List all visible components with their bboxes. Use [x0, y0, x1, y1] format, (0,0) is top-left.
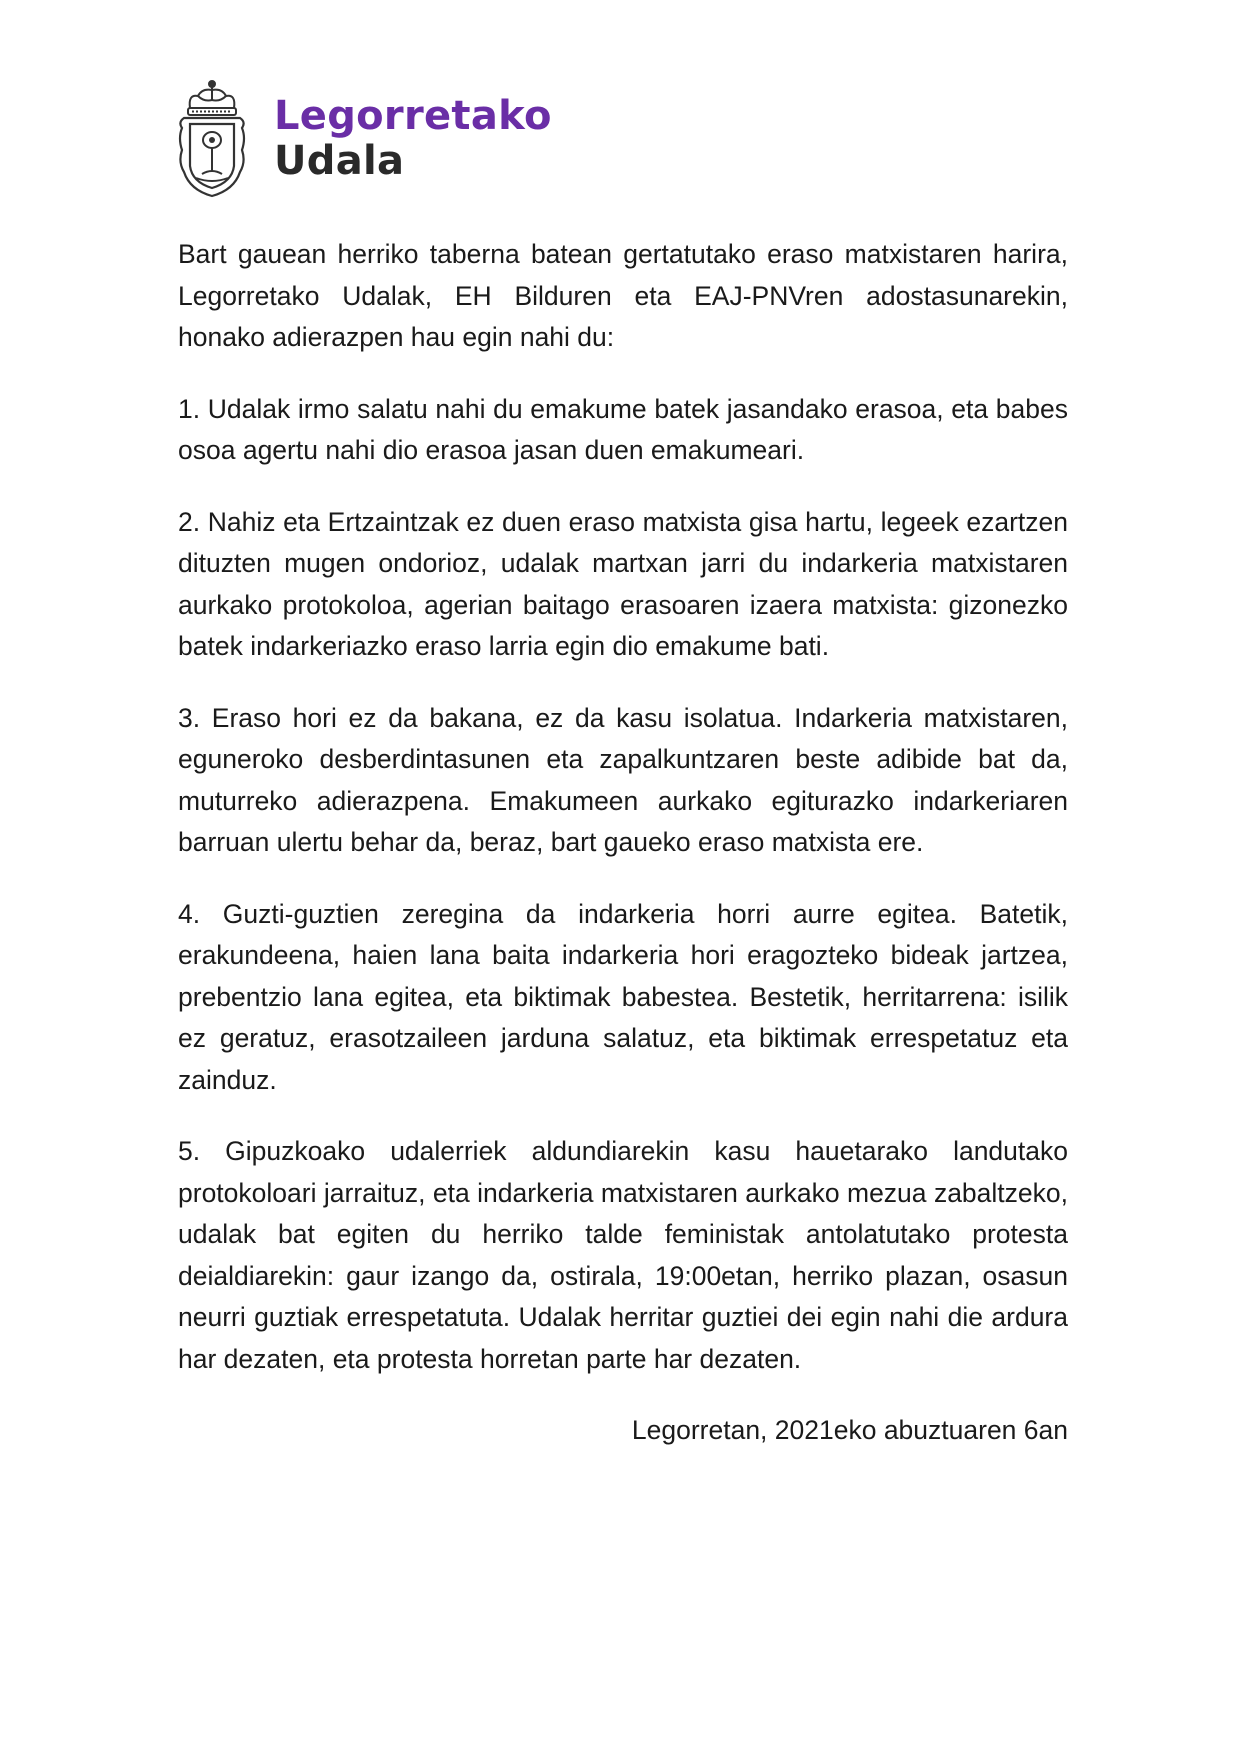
point-paragraph-2: 2. Nahiz eta Ertzaintzak ez duen eraso matxista gisa hartu, legeek ezartzen dituzten mugen ondorioz, udalak martxan jarri du indarkeria matxistaren aurkako protokoloa, agerian baitago erasoaren izaera matxista: gizonezko batek indarkeriazko eraso larria egin dio emakume bati. [178, 506, 1068, 661]
point-paragraph-5: 5. Gipuzkoako udalerriek aldundiarekin kasu hauetarako landutako protokoloari jarraituz, eta indarkeria matxistaren aurkako mezua zabaltzeko, udalak bat egiten du herriko talde feministak antolatutako protesta deialdiarekin: gaur izango da, ostirala, 19:00etan, herriko plazan, osasun neurri guztiak errespetatuta. Udalak herritar guztiei dei egin nahi die ardura har dezaten, eta protesta horretan parte har dezaten. [178, 1136, 1068, 1374]
point-paragraph-1: 1. Udalak irmo salatu nahi du emakume batek jasandako erasoa, eta babes osoa agertu nahi dio erasoa jasan duen emakumeari. [178, 393, 1068, 465]
point-paragraph-3: 3. Eraso hori ez da bakana, ez da kasu isolatua. Indarkeria matxistaren, eguneroko desberdintasunen eta zapalkuntzaren beste adibide bat da, muturreko adierazpena. Emakumeen aurkako egiturazko indarkeriaren barruan ulertu behar da, beraz, bart gaueko eraso matxista ere. [178, 702, 1068, 857]
statement-body [178, 234, 1068, 1452]
intro-paragraph: Bart gauean herriko taberna batean gertatutako eraso matxistaren harira, Legorretako Udalak, EH Bilduren eta EAJ-PNVren adostasunarekin, honako adierazpen hau egin nahi du: [178, 239, 1068, 352]
point-paragraph-4: 4. Guzti-guztien zeregina da indarkeria horri aurre egitea. Batetik, erakundeena, haien lana baita indarkeria hori eragozteko bideak jartzea, prebentzio lana egitea, eta biktimak babestea. Bestetik, herritarrena: isilik ez geratuz, erasotzaileen jarduna salatuz, eta biktimak errespetatuz eta zainduz. [178, 898, 1068, 1095]
logo-title: Legorretako [274, 93, 552, 140]
place-date-line: Legorretan, 2021eko abuztuaren 6an [631, 1415, 1068, 1445]
logo-subtitle: Udala [274, 138, 405, 184]
letterhead [176, 78, 552, 200]
organization-name [274, 94, 552, 184]
coat-of-arms-icon [176, 78, 248, 200]
